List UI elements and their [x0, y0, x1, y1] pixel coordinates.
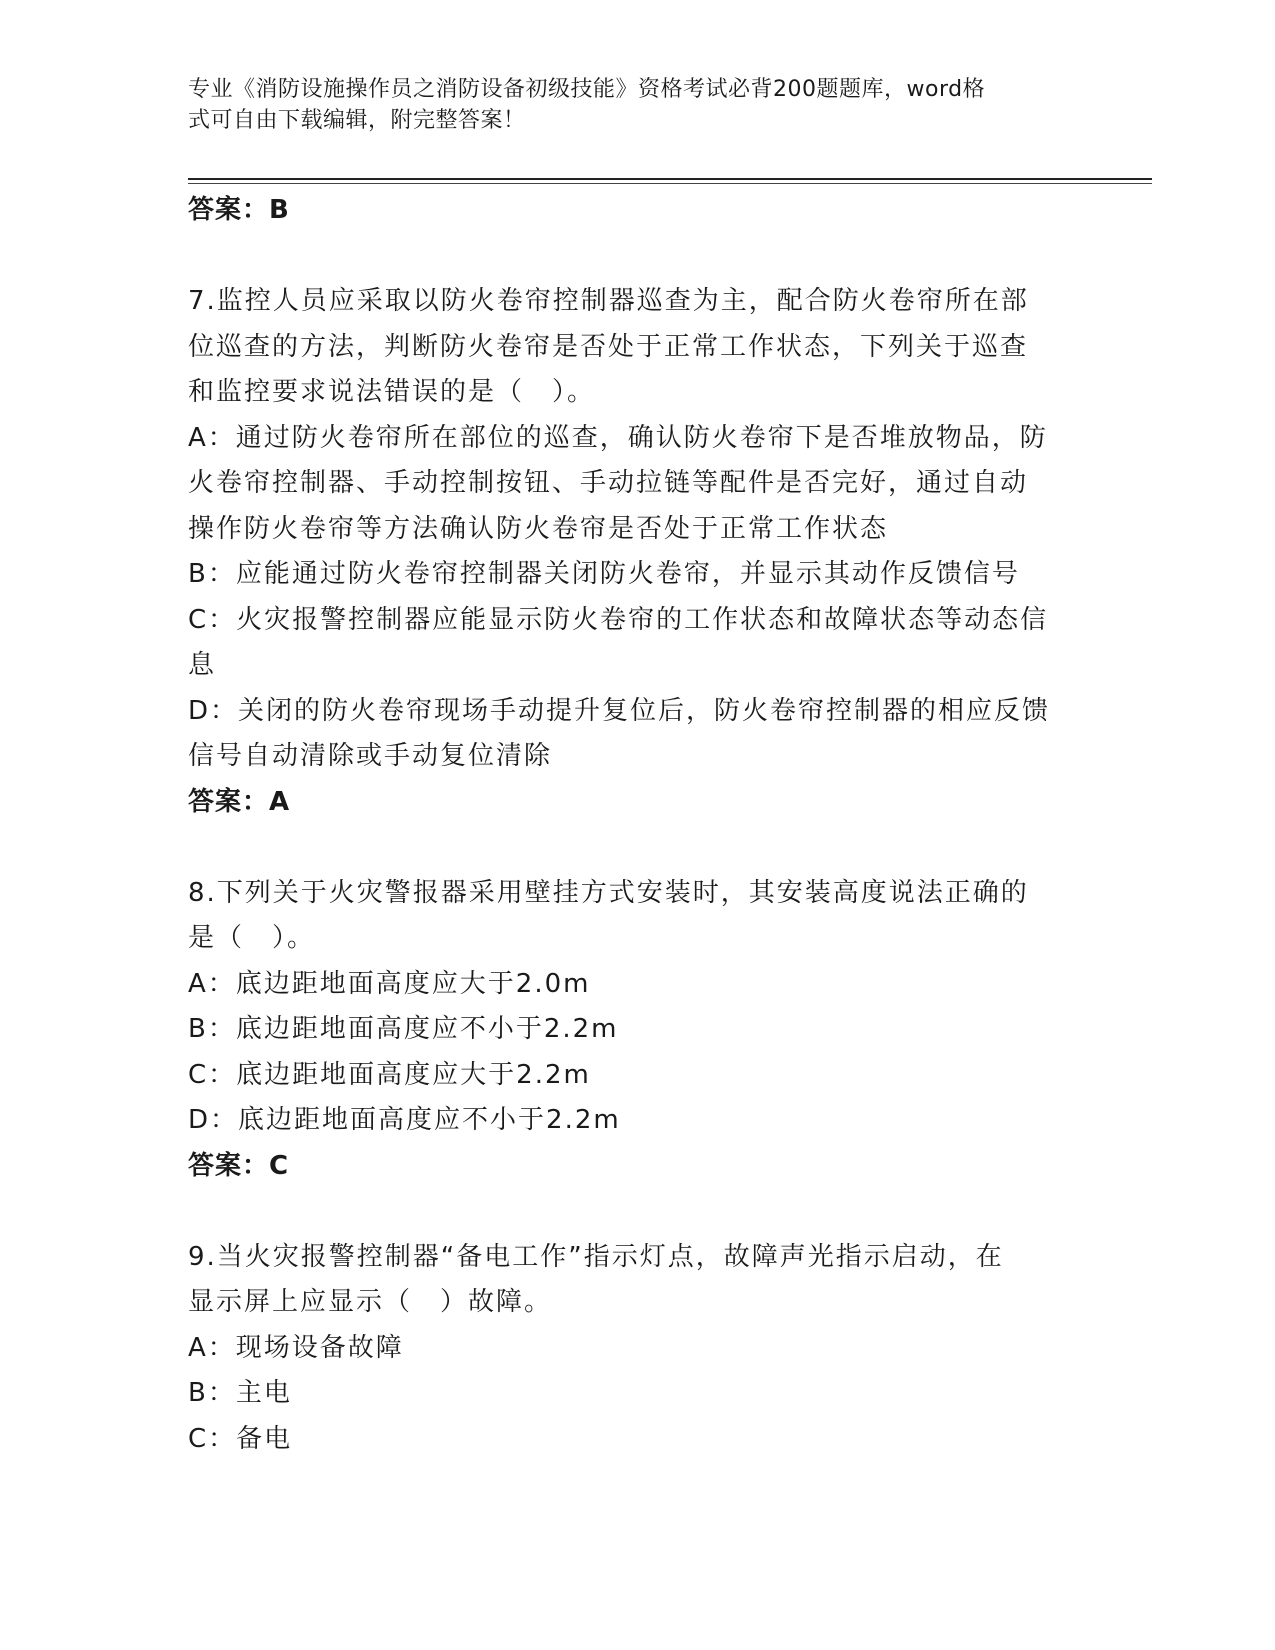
option-line: A：通过防火卷帘所在部位的巡查，确认防火卷帘下是否堆放物品，防	[188, 422, 1048, 453]
option-line: D：关闭的防火卷帘现场手动提升复位后，防火卷帘控制器的相应反馈	[188, 695, 1051, 726]
spacer	[188, 825, 1068, 871]
header-line-1: 专业《消防设施操作员之消防设备初级技能》资格考试必背200题题库，word格	[188, 77, 986, 102]
spacer	[188, 1189, 1068, 1235]
option-line: 信号自动清除或手动复位清除	[188, 741, 553, 771]
option-line: C：备电	[188, 1423, 293, 1454]
option-line: 操作防火卷帘等方法确认防火卷帘是否处于正常工作状态	[188, 513, 889, 544]
question-stem-line: 位巡查的方法，判断防火卷帘是否处于正常工作状态，下列关于巡查	[188, 331, 1029, 362]
question-block	[188, 279, 1068, 825]
option-line: B：底边距地面高度应不小于2.2m	[188, 1014, 619, 1044]
question-stem-line: 7.监控人员应采取以防火卷帘控制器巡查为主，配合防火卷帘所在部	[188, 286, 1029, 316]
option-line: D：底边距地面高度应不小于2.2m	[188, 1105, 621, 1135]
header-divider-thin	[188, 183, 1152, 184]
header-divider-thick	[188, 178, 1152, 180]
question-stem-line: 和监控要求说法错误的是（ ）。	[188, 377, 596, 407]
question-block	[188, 871, 1068, 1190]
option-line: 火卷帘控制器、手动控制按钮、手动拉链等配件是否完好，通过自动	[188, 468, 1029, 498]
option-line: C：底边距地面高度应大于2.2m	[188, 1059, 591, 1090]
option-line: 息	[188, 650, 217, 680]
document-header	[188, 74, 1068, 136]
question-stem-line: 8.下列关于火灾警报器采用壁挂方式安装时，其安装高度说法正确的	[188, 877, 1029, 908]
header-line-2: 式可自由下载编辑，附完整答案！	[188, 108, 526, 133]
question-stem-line: 是（ ）。	[188, 923, 316, 953]
option-line: B：应能通过防火卷帘控制器关闭防火卷帘，并显示其动作反馈信号	[188, 559, 1020, 589]
option-line: A：底边距地面高度应大于2.0m	[188, 968, 591, 999]
question-block	[188, 1235, 1068, 1463]
previous-answer: 答案：B	[188, 195, 290, 225]
question-stem-line: 显示屏上应显示（ ）故障。	[188, 1287, 553, 1317]
option-line: B：主电	[188, 1378, 292, 1408]
question-answer: 答案：A	[188, 786, 291, 817]
option-line: A：现场设备故障	[188, 1332, 404, 1363]
question-answer: 答案：C	[188, 1150, 290, 1181]
spacer	[188, 234, 1068, 280]
option-line: C：火灾报警控制器应能显示防火卷帘的工作状态和故障状态等动态信	[188, 604, 1049, 635]
question-content	[188, 188, 1068, 1462]
question-stem-line: 9.当火灾报警控制器“备电工作”指示灯点，故障声光指示启动，在	[188, 1241, 1004, 1272]
